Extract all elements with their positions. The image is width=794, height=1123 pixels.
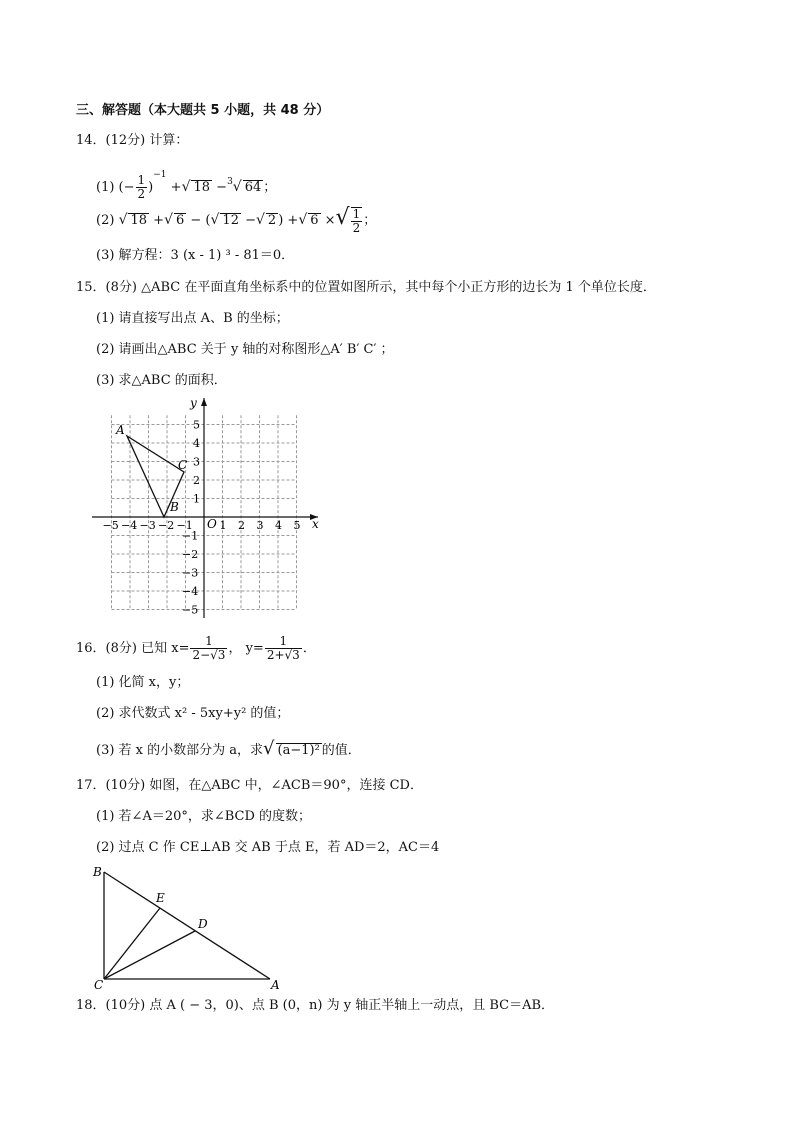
radicand: 12	[222, 213, 239, 228]
y-tick-label: 3	[193, 455, 200, 469]
y-tick-label: 5	[193, 418, 200, 432]
radicand: (a−1)²	[277, 743, 320, 758]
q17-heading: 17．(10分) 如图，在△ABC 中，∠ACB＝90°，连接 CD．	[76, 778, 423, 793]
q18-heading: 18．(10分) 点 A ( − 3，0)、点 B (0，n) 为 y 轴正半轴上一动点，且 BC＝AB．	[76, 998, 555, 1013]
y-tick-label: −2	[182, 548, 199, 561]
point-a-label: A	[116, 423, 125, 437]
q16-part3-suffix: 的值．	[321, 743, 361, 758]
section-title: 三、解答题（本大题共 5 小题，共 48 分）	[76, 103, 330, 118]
q15-part2: (2) 请画出△ABC 关于 y 轴的对称图形△A′ B′ C′ ；	[96, 342, 394, 357]
y-tick-label: −4	[182, 585, 199, 598]
frac-numerator: 1	[190, 635, 227, 649]
x-tick-label: −3	[139, 519, 156, 532]
cube-root-index: 3	[227, 177, 233, 187]
q14-part2-number: (2)	[96, 213, 115, 228]
x-tick-label: −5	[102, 519, 119, 532]
radicand: 64	[244, 180, 262, 195]
q16-heading-prefix: 16．(8分) 已知	[76, 641, 168, 656]
point-c-label: C	[178, 458, 188, 472]
segment-ab	[104, 872, 270, 979]
x-tick-label: 3	[256, 519, 264, 532]
x-tick-label: 2	[238, 519, 245, 532]
q16-x-label: x=	[171, 641, 190, 656]
y-axis-arrow-icon	[201, 398, 207, 406]
q17-triangle-figure	[90, 862, 290, 992]
q16-part3-prefix: (3) 若 x 的小数部分为 a，求	[96, 743, 264, 758]
x-tick-label: 4	[275, 519, 282, 532]
q14-part1-number: (1)	[96, 180, 115, 195]
radicand: 2	[267, 213, 277, 228]
q16-x-fraction	[190, 635, 227, 662]
q14-part1: (1) (− $\frac{1}{2}$ )$^{-1}$ +√ 18 −$^3$√ 64 ；	[96, 170, 277, 201]
y-tick-label: −5	[182, 603, 199, 617]
origin-label: O	[207, 517, 217, 531]
x-axis-label: x	[312, 517, 319, 531]
x-tick-label: 5	[293, 519, 301, 532]
q16-y-label: ， y=	[228, 641, 264, 656]
frac-numerator: 1	[137, 173, 146, 187]
y-tick-label: 1	[193, 492, 200, 506]
q16-part3: (3) 若 x 的小数部分为 a，求√ (a−1)² 的值．	[96, 738, 361, 759]
radicand: 6	[175, 213, 185, 228]
point-e-label: E	[156, 891, 165, 905]
q15-coordinate-grid	[90, 396, 330, 621]
x-tick-label: −2	[158, 519, 175, 532]
point-c-label: C	[94, 978, 104, 992]
radicand: 18	[193, 180, 211, 195]
y-tick-label: 2	[193, 474, 200, 487]
segment-ce	[104, 908, 160, 979]
point-a-label: A	[271, 978, 280, 992]
x-tick-label: 1	[219, 519, 227, 532]
y-tick-label: 4	[193, 437, 200, 450]
point-b-label: B	[170, 500, 179, 514]
q16-part2: (2) 求代数式 x² - 5xy+y² 的值；	[96, 706, 290, 721]
frac-denominator: 2	[137, 187, 146, 201]
q14-p1-fraction	[136, 174, 148, 201]
x-tick-label: −4	[121, 519, 138, 532]
q16-y-fraction	[265, 635, 302, 662]
segment-cd	[104, 931, 195, 979]
q14-part3: (3) 解方程：3 (x - 1) ³ - 81＝0．	[96, 248, 295, 263]
frac-denominator: 2+√3	[266, 648, 300, 662]
q14-part2: (2) √ 18 +√ 6 − (√ 12 −√ 2 ) +√ 6 ×√ $\frac{1}{2}$ ；	[96, 205, 377, 235]
q15-heading: 15．(8分) △ABC 在平面直角坐标系中的位置如图所示，其中每个小正方形的边长为 1 个单位长度．	[76, 280, 656, 295]
q14-p2-fraction	[351, 207, 363, 235]
radicand: 18	[130, 213, 148, 228]
y-tick-label: −3	[182, 566, 199, 580]
radicand: 6	[310, 213, 319, 228]
y-axis-label: y	[190, 396, 197, 410]
y-tick-label: −1	[182, 529, 199, 543]
q17-part2: (2) 过点 C 作 CE⊥AB 交 AB 于点 E，若 AD＝2，AC＝4	[96, 840, 440, 855]
q14-heading: 14．(12分) 计算：	[76, 133, 189, 148]
exponent: −1	[153, 170, 167, 180]
q16-heading: 16．(8分) 已知 x= $\frac{1}{2-√3}$ ， y= $\frac{1}{2+√3}$ ．	[76, 634, 316, 662]
frac-denominator: 2−√3	[192, 648, 226, 662]
frac-numerator: 1	[265, 635, 302, 649]
q15-part3: (3) 求△ABC 的面积．	[96, 373, 227, 388]
point-b-label: B	[93, 865, 102, 879]
frac-denominator: 2	[352, 220, 361, 235]
q16-part1: (1) 化简 x，y；	[96, 675, 190, 690]
q15-part1: (1) 请直接写出点 A、B 的坐标；	[96, 311, 289, 326]
x-tick-label: −1	[176, 519, 193, 532]
q17-part1: (1) 若∠A＝20°，求∠BCD 的度数；	[96, 809, 312, 824]
frac-numerator: 1	[352, 206, 361, 221]
point-d-label: D	[198, 917, 208, 931]
